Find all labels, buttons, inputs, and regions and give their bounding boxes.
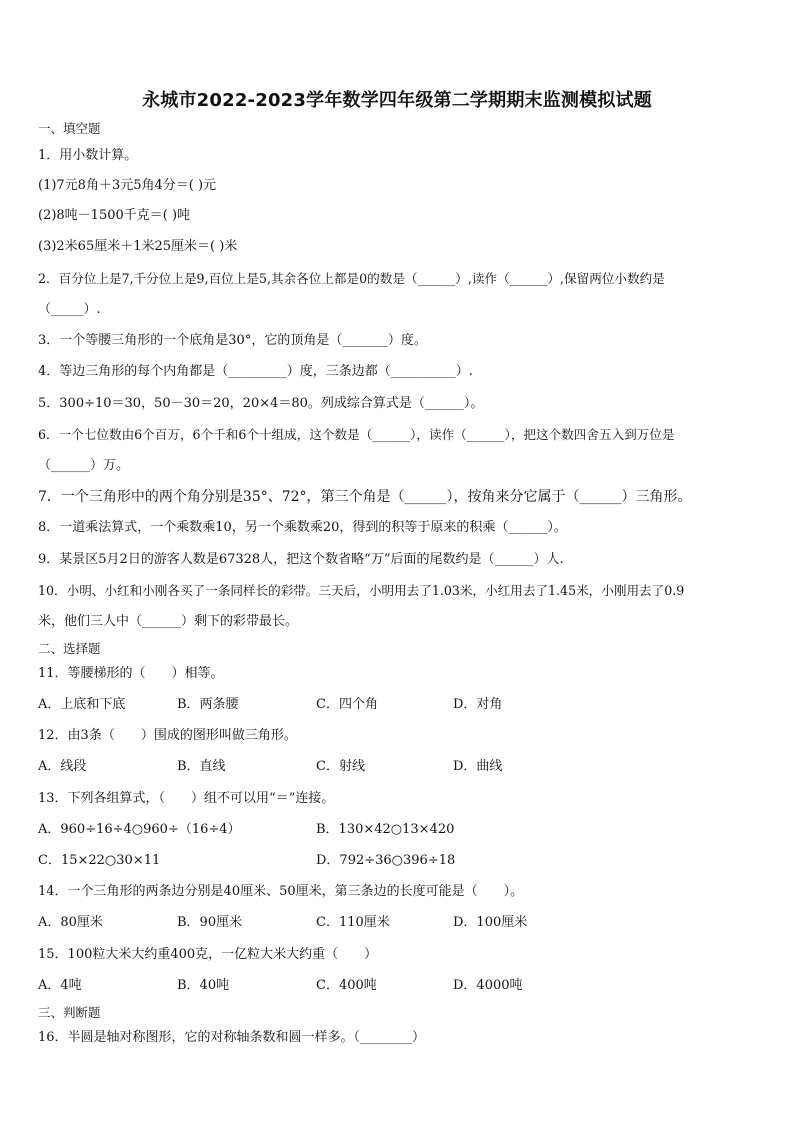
question-14-option-a: A．80厘米 bbox=[38, 915, 103, 930]
question-2-line-1: 2．百分位上是7,千分位上是9,百位上是5,其余各位上都是0的数是（______）,读作（______）,保留两位小数约是 bbox=[38, 271, 665, 286]
question-7: 7．一个三角形中的两个角分别是35°、72°，第三个角是（______），按角来分它属于（______）三角形。 bbox=[38, 489, 692, 505]
question-10-line-1: 10．小明、小红和小刚各买了一条同样长的彩带。三天后，小明用去了1.03米，小红用去了1.45米，小刚用去了0.9 bbox=[38, 583, 685, 598]
question-14-option-d: D．100厘米 bbox=[453, 915, 528, 930]
question-2-line-2: （_____）. bbox=[38, 302, 101, 317]
question-15-option-a: A．4吨 bbox=[38, 978, 82, 993]
question-10-line-2: 米，他们三人中（______）剩下的彩带最长。 bbox=[38, 614, 299, 629]
section-heading-choice: 二、选择题 bbox=[38, 641, 101, 656]
question-12-stem: 12．由3条（ ）围成的图形叫做三角形。 bbox=[38, 728, 297, 743]
question-1-part-1: (1)7元8角＋3元5角4分＝( )元 bbox=[38, 178, 217, 193]
question-13-option-d: D．792÷36○396÷18 bbox=[316, 853, 456, 868]
question-3: 3．一个等腰三角形的一个底角是30°，它的顶角是（_______）度。 bbox=[38, 333, 427, 348]
section-heading-judgment: 三、判断题 bbox=[38, 1005, 101, 1020]
question-6-line-1: 6．一个七位数由6个百万，6个千和6个十组成，这个数是（______），读作（______），把这个数四舍五入到万位是 bbox=[38, 427, 675, 442]
question-15-option-c: C．400吨 bbox=[316, 978, 377, 993]
page-title: 永城市2022-2023学年数学四年级第二学期期末监测模拟试题 bbox=[142, 90, 652, 111]
question-4: 4．等边三角形的每个内角都是（_________）度，三条边都（__________）. bbox=[38, 364, 473, 379]
question-11-stem: 11．等腰梯形的（ ）相等。 bbox=[38, 666, 224, 681]
question-1-part-2: (2)8吨－1500千克＝( )吨 bbox=[38, 208, 191, 223]
section-heading-fill-blank: 一、填空题 bbox=[38, 121, 101, 136]
question-12-option-c: C．射线 bbox=[316, 759, 365, 774]
question-12-option-b: B．直线 bbox=[177, 759, 226, 774]
question-11-option-a: A．上底和下底 bbox=[38, 697, 126, 712]
question-14-stem: 14．一个三角形的两条边分别是40厘米、50厘米，第三条边的长度可能是（ ）。 bbox=[38, 884, 524, 899]
question-11-option-c: C．四个角 bbox=[316, 697, 378, 712]
question-1-stem: 1．用小数计算。 bbox=[38, 148, 138, 163]
question-13-stem: 13．下列各组算式，（ ）组不可以用“＝”连接。 bbox=[38, 791, 335, 806]
question-14-option-c: C．110厘米 bbox=[316, 915, 390, 930]
question-12-option-d: D．曲线 bbox=[453, 759, 503, 774]
question-15-option-b: B．40吨 bbox=[177, 978, 230, 993]
question-1-part-3: (3)2米65厘米＋1米25厘米＝( )米 bbox=[38, 239, 238, 254]
question-15-stem: 15．100粒大米大约重400克，一亿粒大米大约重（ ） bbox=[38, 947, 378, 962]
question-13-option-c: C．15×22○30×11 bbox=[38, 853, 161, 868]
question-15-option-d: D．4000吨 bbox=[453, 978, 523, 993]
question-11-option-b: B．两条腰 bbox=[177, 697, 239, 712]
question-11-option-d: D．对角 bbox=[453, 697, 503, 712]
question-6-line-2: （______）万。 bbox=[38, 458, 130, 473]
question-13-option-b: B．130×42○13×420 bbox=[316, 822, 455, 837]
question-9: 9．某景区5月2日的游客人数是67328人，把这个数省略“万”后面的尾数约是（______）人. bbox=[38, 552, 564, 567]
question-16: 16．半圆是轴对称图形，它的对称轴条数和圆一样多。（________） bbox=[38, 1030, 426, 1045]
question-14-option-b: B．90厘米 bbox=[177, 915, 243, 930]
question-5: 5．300÷10＝30，50－30＝20，20×4＝80。列成综合算式是（______）。 bbox=[38, 396, 484, 411]
question-13-option-a: A．960÷16÷4○960÷（16÷4） bbox=[38, 822, 241, 837]
question-12-option-a: A．线段 bbox=[38, 759, 87, 774]
question-8: 8．一道乘法算式，一个乘数乘10，另一个乘数乘20，得到的积等于原来的积乘（______）。 bbox=[38, 520, 567, 535]
